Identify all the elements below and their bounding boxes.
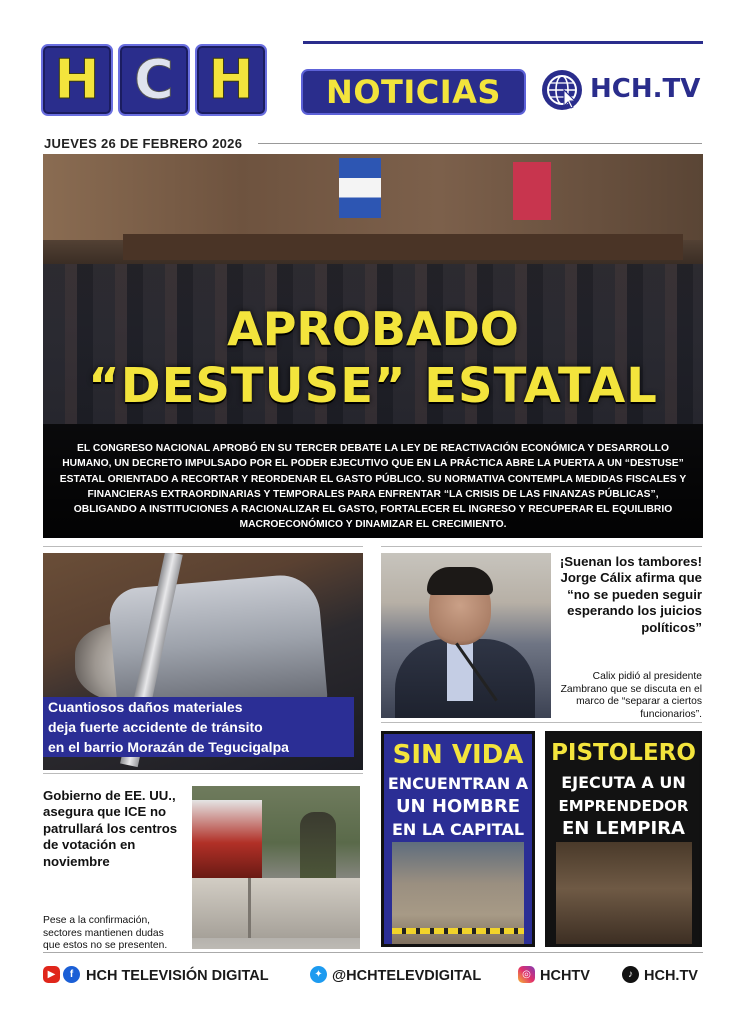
globe-cursor-icon — [540, 68, 584, 112]
sin-vida-line2: UN HOMBRE — [395, 796, 521, 817]
pistolero-story — [545, 731, 702, 947]
ice-photo-barrier — [192, 878, 360, 938]
hero-photo-bench — [123, 234, 683, 260]
sin-vida-line1: ENCUENTRAN A — [387, 774, 529, 793]
calix-photo — [381, 553, 551, 718]
main-story-body: EL CONGRESO NACIONAL APROBÓ EN SU TERCER DEBATE LA LEY DE REACTIVACIÓN ECONÓMICA Y DESARROLLO HUMANO, UN DECRETO IMPULSADO POR EL PODER EJECUTIVO QUE EN LA PRÁCTICA ABRE LA PUERTA A UN “DESTUSE” ESTATAL ORIENTADO A RECORTAR Y REORDENAR EL GASTO PÚBLICO. SU NORMATIVA CONTEMPLA MEDIDAS FISCALES Y FINANCIERAS EXTRAORDINARIAS Y TEMPORALES PARA ENFRENTAR “LA CRISIS DE LAS FINANZAS PÚBLICAS”, OBLIGANDO A INSTITUCIONES A RACIONALIZAR EL GASTO, FORTALECER EL INGRESO Y RECUPERAR EL EQUILIBRIO MACROECONÓMICO Y DINAMIZAR EL CRECIMIENTO. — [59, 443, 687, 531]
ice-note: Pese a la confirmación, sectores mantienen dudas que estos no se presenten. — [43, 915, 168, 952]
accident-caption-line2: deja fuerte accidente de tránsito — [43, 717, 354, 737]
ice-photo-barrier-joint — [248, 878, 251, 938]
main-story — [43, 154, 703, 538]
accident-story — [43, 553, 363, 770]
ice-photo-truck — [192, 800, 262, 878]
tiktok-handle[interactable]: HCH.TV — [644, 968, 698, 984]
logo-letter-h1: H — [54, 48, 100, 111]
calix-photo-hair — [427, 567, 493, 595]
police-tape — [392, 928, 524, 934]
ice-photo — [192, 786, 360, 949]
logo-c — [118, 44, 190, 116]
main-headline-line2: “DESTUSE” ESTATAL — [88, 358, 658, 414]
sin-vida-line3: EN LA CAPITAL — [391, 820, 525, 839]
logo-h-right — [195, 44, 267, 116]
pistolero-line3: EN LEMPIRA — [562, 818, 685, 839]
site-name: HCH.TV — [590, 74, 701, 104]
divider — [43, 546, 363, 547]
divider — [381, 722, 702, 723]
tiktok-icon[interactable]: ♪ — [622, 966, 639, 983]
date-rule — [258, 143, 702, 144]
facebook-handle[interactable]: HCH TELEVISIÓN DIGITAL — [86, 968, 269, 984]
pistolero-line2: EMPRENDEDOR — [558, 797, 689, 815]
sin-vida-headline: SIN VIDA — [392, 740, 524, 770]
instagram-icon[interactable]: ◎ — [518, 966, 535, 983]
pistolero-headline: PISTOLERO — [551, 740, 696, 766]
hero-photo-flag — [339, 158, 381, 218]
facebook-icon[interactable]: f — [63, 966, 80, 983]
calix-headline: ¡Suenan los tambores! Jorge Cálix afirma que “no se pueden seguir esperando los juicios políticos” — [559, 554, 702, 635]
header-rule — [303, 41, 703, 44]
instagram-handle[interactable]: HCHTV — [540, 968, 590, 984]
twitter-icon[interactable]: ✦ — [310, 966, 327, 983]
edition-date: JUEVES 26 DE FEBRERO 2026 — [44, 136, 243, 151]
ice-headline: Gobierno de EE. UU., asegura que ICE no patrullará los centros de votación en noviembre — [43, 788, 178, 869]
twitter-handle[interactable]: @HCHTELEVDIGITAL — [332, 968, 482, 984]
pistolero-photo — [556, 842, 692, 946]
main-headline-line1: APROBADO — [227, 302, 519, 356]
pistolero-line1: EJECUTA A UN — [561, 773, 686, 792]
hero-photo-flag-2 — [513, 162, 551, 220]
logo-letter-c: C — [134, 48, 174, 111]
noticias-banner — [301, 69, 526, 115]
logo-letter-h2: H — [208, 48, 254, 111]
youtube-icon[interactable]: ▶ — [43, 966, 60, 983]
noticias-label: NOTICIAS — [326, 73, 501, 111]
logo-h-left — [41, 44, 113, 116]
sin-vida-story — [381, 731, 535, 947]
accident-caption-line1: Cuantiosos daños materiales — [43, 697, 354, 717]
accident-caption-line3: en el barrio Morazán de Tegucigalpa — [43, 737, 354, 757]
calix-note: Calix pidió al presidente Zambrano que se discuta en el marco de “separar a ciertos funcionarios”. — [560, 671, 702, 720]
footer-rule — [43, 952, 703, 953]
divider — [381, 546, 702, 547]
divider — [43, 773, 363, 774]
